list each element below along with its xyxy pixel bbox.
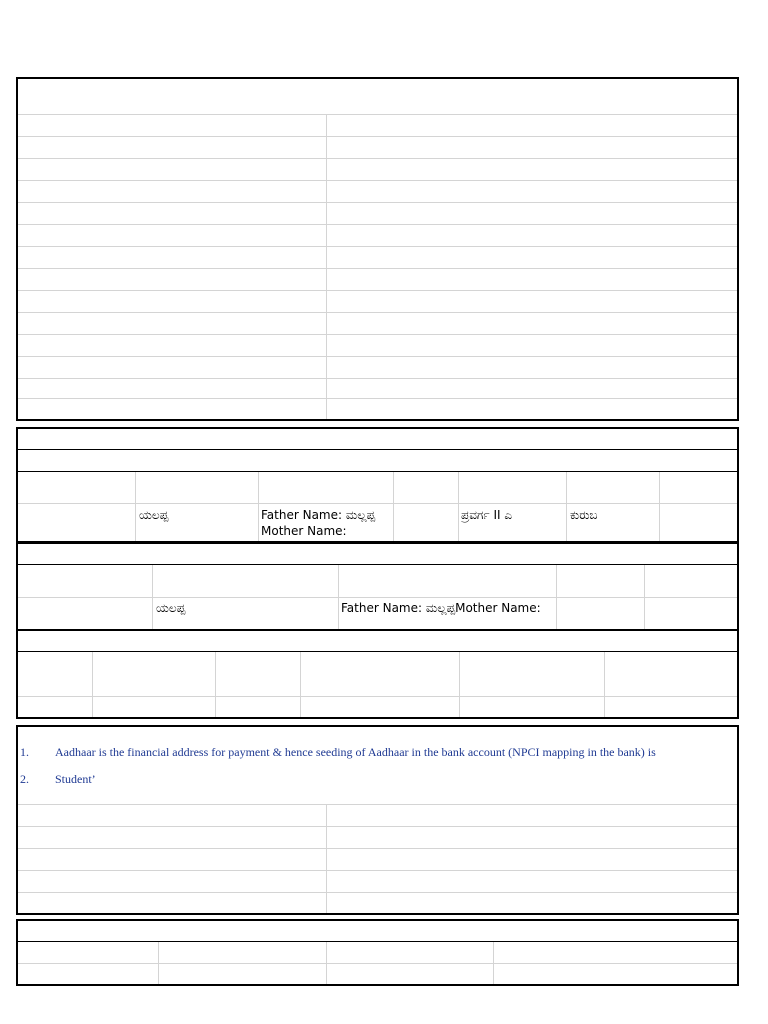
row-divider [18,892,737,893]
column-divider [215,652,216,717]
column-divider [152,565,153,629]
category-value: ಪ್ರವರ್ಗ II ಎ [461,508,513,522]
table-family-details [16,427,739,543]
table-additional-details [16,629,739,719]
row-divider [18,246,737,247]
note-number: 2. [20,772,29,786]
row-divider [18,202,737,203]
column-divider [326,942,327,984]
row-divider [17,651,738,652]
column-divider [326,114,327,419]
column-divider [92,652,93,717]
note-text: Aadhaar is the financial address for payment & hence seeding of Aadhaar in the bank account (NPCI mapping in the bank) is [55,745,656,759]
column-divider [258,472,259,541]
row-divider [18,224,737,225]
row-divider [18,696,737,697]
column-divider [338,565,339,629]
column-divider [644,565,645,629]
column-divider [158,942,159,984]
column-divider [135,472,136,541]
row-divider [18,356,737,357]
row-divider [18,398,737,399]
row-divider [18,963,737,964]
column-divider [659,472,660,541]
row-divider [17,941,738,942]
row-divider [18,334,737,335]
caste-value: ಕುರುಬ [570,508,598,522]
row-divider [18,870,737,871]
row-divider [18,158,737,159]
column-divider [326,805,327,913]
column-divider [393,472,394,541]
row-divider [18,136,737,137]
column-divider [604,652,605,717]
row-divider [17,564,738,565]
column-divider [556,565,557,629]
column-divider [493,942,494,984]
column-divider [566,472,567,541]
table-guardian-details [16,542,739,631]
row-divider [18,312,737,313]
table-declaration [16,919,739,986]
row-divider [17,471,738,472]
row-divider [18,180,737,181]
column-divider [300,652,301,717]
row-divider [18,826,737,827]
row-divider [18,597,737,598]
table-applicant-details [16,77,739,421]
mother-name-label: Mother Name: [261,524,347,538]
note-text: Student’ [55,772,96,786]
applicant-name-value: ಯಲಪ್ಪ [139,508,169,522]
row-divider [18,290,737,291]
row-divider [18,804,737,805]
row-divider [18,114,737,115]
row-divider [17,449,738,450]
guardian-parents-value: Father Name: ಮಲ್ಲಪ್ಪMother Name: [341,601,541,615]
row-divider [18,848,737,849]
row-divider [18,268,737,269]
note-number: 1. [20,745,29,759]
row-divider [18,503,737,504]
column-divider [459,652,460,717]
column-divider [458,472,459,541]
father-name-value: Father Name: ಮಲ್ಲಪ್ಪ [261,508,376,522]
guardian-name-value: ಯಲಪ್ಪ [156,601,186,615]
row-divider [18,378,737,379]
